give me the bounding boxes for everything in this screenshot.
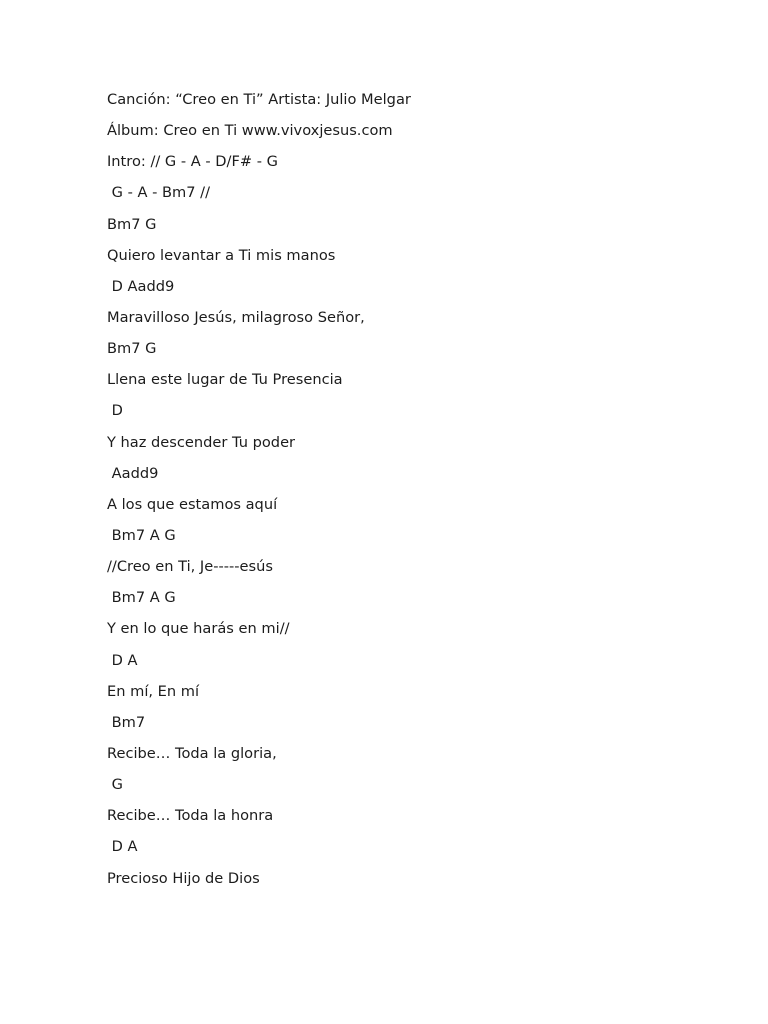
chord-line: Bm7 A G [107,589,176,607]
lyric-line: Y en lo que harás en mi// [107,620,290,638]
lyric-line: Quiero levantar a Ti mis manos [107,246,336,264]
chord-line: Bm7 [107,713,146,731]
chord-line: G - A - Bm7 // [107,184,211,202]
chord-line: G [107,776,123,794]
chord-line: D Aadd9 [107,277,175,295]
album-line: Álbum: Creo en Ti www.vivoxjesus.com [107,122,393,140]
chord-line: D [107,402,123,420]
lyric-line: En mí, En mí [107,682,200,700]
chord-line: D A [107,838,138,856]
lyrics-text [107,89,411,899]
lyric-line: //Creo en Ti, Je-----esús [107,558,273,576]
lyric-line: Llena este lugar de Tu Presencia [107,371,343,389]
lyric-line: Precioso Hijo de Dios [107,869,260,887]
song-header-line: Canción: “Creo en Ti” Artista: Julio Melgar [107,91,411,108]
chord-line: Bm7 G [107,215,157,233]
lyric-line: Recibe… Toda la honra [107,807,274,825]
chord-line: Aadd9 [107,464,159,482]
lyric-line: A los que estamos aquí [107,495,278,513]
chord-line: Bm7 A G [107,526,176,544]
chord-line: D A [107,651,138,669]
lyric-line: Maravilloso Jesús, milagroso Señor, [107,308,365,326]
chord-line: Bm7 G [107,340,157,358]
lyric-line: Y haz descender Tu poder [107,433,296,451]
lyric-line: Recibe… Toda la gloria, [107,744,277,762]
intro-line: Intro: // G - A - D/F# - G [107,153,278,171]
